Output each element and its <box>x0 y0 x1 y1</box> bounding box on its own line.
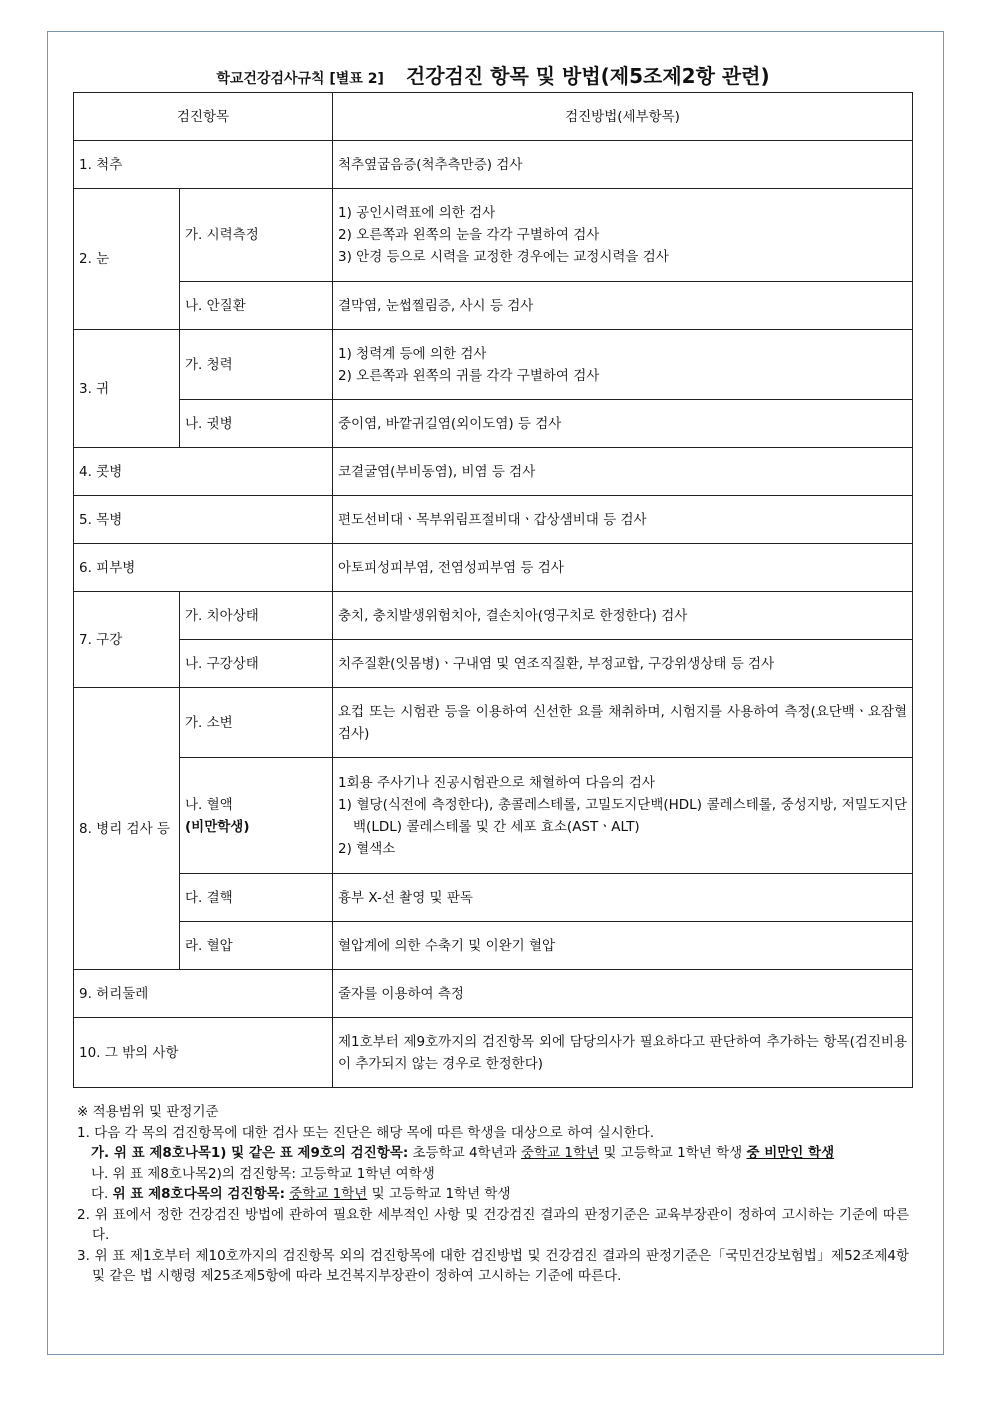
document-title <box>74 60 912 92</box>
subitem-cell: 가. 소변 <box>180 688 333 758</box>
title-prefix: 학교건강검사규칙 [별표 2] <box>216 71 384 87</box>
header-method: 검진방법(세부항목) <box>333 93 913 141</box>
table-row <box>74 496 913 544</box>
item-cell: 2. 눈 <box>74 189 180 330</box>
note-label: 위 표 제8호다목의 검진항목: <box>112 1186 285 1202</box>
table-row <box>74 141 913 189</box>
note-text: 초등학교 4학년과 <box>408 1145 521 1161</box>
method-cell: 혈압계에 의한 수축기 및 이완기 혈압 <box>333 922 913 970</box>
item-cell: 8. 병리 검사 등 <box>74 688 180 970</box>
note-text: 및 고등학교 1학년 학생 <box>599 1145 747 1161</box>
table-row <box>74 544 913 592</box>
table-row <box>74 758 913 874</box>
note-underlined: 중학교 1학년 <box>289 1186 368 1202</box>
notes-section <box>77 1102 909 1287</box>
subitem-cell <box>180 758 333 874</box>
table-row <box>74 189 913 282</box>
subitem-cell: 다. 결핵 <box>180 874 333 922</box>
subitem-cell: 나. 구강상태 <box>180 640 333 688</box>
note-item: 2. 위 표에서 정한 건강검진 방법에 관하여 필요한 세부적인 사항 및 건강검진 결과의 판정기준은 교육부장관이 정하여 고시하는 기준에 따른다. <box>77 1206 909 1243</box>
subitem-cell: 가. 청력 <box>180 330 333 400</box>
method-line: 2) 오른쪽과 왼쪽의 눈을 각각 구별하여 검사 <box>338 227 600 243</box>
method-cell: 줄자를 이용하여 측정 <box>333 970 913 1018</box>
table-row <box>74 1018 913 1088</box>
method-line: 1) 공인시력표에 의한 검사 <box>338 205 496 221</box>
subitem-cell: 가. 치아상태 <box>180 592 333 640</box>
method-line: 2) 오른쪽과 왼쪽의 귀를 각각 구별하여 검사 <box>338 367 600 384</box>
note-label: 가. 위 표 제8호나목1) 및 같은 표 제9호의 검진항목: <box>91 1145 409 1161</box>
table-row <box>74 970 913 1018</box>
method-cell <box>333 758 913 874</box>
method-line: 1회용 주사기나 진공시험관으로 채혈하여 다음의 검사 <box>338 774 655 791</box>
checkup-table <box>73 92 913 1088</box>
subitem-cell: 나. 안질환 <box>180 282 333 330</box>
method-cell: 요컵 또는 시험관 등을 이용하여 신선한 요를 채취하며, 시험지를 사용하여 측정(요단백ㆍ요잠혈 검사) <box>333 688 913 758</box>
method-cell: 중이염, 바깥귀길염(외이도염) 등 검사 <box>333 400 913 448</box>
note-subitem: 나. 위 표 제8호나목2)의 검진항목: 고등학교 1학년 여학생 <box>91 1165 435 1182</box>
note-item: 1. 다음 각 목의 검진항목에 대한 검사 또는 진단은 해당 목에 따른 학생을 대상으로 하여 실시한다. <box>77 1124 655 1141</box>
table-row <box>74 330 913 400</box>
table-row <box>74 688 913 758</box>
method-line: 1) 청력계 등에 의한 검사 <box>338 345 487 362</box>
method-cell: 편도선비대ㆍ목부위림프절비대ㆍ갑상샘비대 등 검사 <box>333 496 913 544</box>
note-underlined: 중학교 1학년 <box>520 1145 600 1161</box>
table-row <box>74 922 913 970</box>
method-cell: 제1호부터 제9호까지의 검진항목 외에 담당의사가 필요하다고 판단하여 추가하는 항목(검진비용이 추가되지 않는 경우로 한정한다) <box>333 1018 913 1088</box>
note-item: 3. 위 표 제1호부터 제10호까지의 검진항목 외의 검진항목에 대한 검진방법 및 건강검진 결과의 판정기준은「국민건강보험법」제52조제4항 및 같은 법 시행령 제25조제5항에 따라 보건복지부장관이 정하여 고시하는 기준에 따른다. <box>77 1247 909 1284</box>
subitem-label: 나. 혈액 <box>185 796 233 813</box>
subitem-note: (비만학생) <box>185 818 250 835</box>
table-row <box>74 874 913 922</box>
method-line: 1) 혈당(식전에 측정한다), 총콜레스테롤, 고밀도지단백(HDL) 콜레스테롤, 중성지방, 저밀도지단백(LDL) 콜레스테롤 및 간 세포 효소(ASTㆍALT) <box>338 796 908 835</box>
note-subitem <box>77 1184 909 1205</box>
table-row <box>74 282 913 330</box>
table-header-row <box>74 93 913 141</box>
note-text: 및 고등학교 1학년 학생 <box>367 1186 511 1202</box>
item-cell: 9. 허리둘레 <box>74 970 333 1018</box>
notes-heading: ※ 적용범위 및 판정기준 <box>77 1104 219 1120</box>
method-cell: 치주질환(잇몸병)ㆍ구내염 및 연조직질환, 부정교합, 구강위생상태 등 검사 <box>333 640 913 688</box>
method-cell: 결막염, 눈썹찔림증, 사시 등 검사 <box>333 282 913 330</box>
table-row <box>74 592 913 640</box>
item-cell: 4. 콧병 <box>74 448 333 496</box>
method-cell <box>333 189 913 282</box>
item-cell: 7. 구강 <box>74 592 180 688</box>
item-cell: 10. 그 밖의 사항 <box>74 1018 333 1088</box>
method-line: 3) 안경 등으로 시력을 교정한 경우에는 교정시력을 검사 <box>338 249 669 265</box>
title-main: 건강검진 항목 및 방법(제5조제2항 관련) <box>405 64 770 88</box>
table-row <box>74 640 913 688</box>
item-cell: 1. 척추 <box>74 141 333 189</box>
table-row <box>74 400 913 448</box>
subitem-cell: 가. 시력측정 <box>180 189 333 282</box>
subitem-cell: 나. 귓병 <box>180 400 333 448</box>
header-item: 검진항목 <box>74 93 333 141</box>
method-cell: 흉부 X-선 촬영 및 판독 <box>333 874 913 922</box>
method-cell: 아토피성피부염, 전염성피부염 등 검사 <box>333 544 913 592</box>
note-text: 다. <box>91 1186 113 1202</box>
method-line: 2) 혈색소 <box>338 840 396 857</box>
method-cell: 충치, 충치발생위험치아, 결손치아(영구치로 한정한다) 검사 <box>333 592 913 640</box>
table-row <box>74 448 913 496</box>
note-subitem <box>77 1143 909 1164</box>
item-cell: 5. 목병 <box>74 496 333 544</box>
method-cell: 척추옆굽음증(척추측만증) 검사 <box>333 141 913 189</box>
note-underlined: 중 비만인 학생 <box>746 1145 835 1161</box>
subitem-cell: 라. 혈압 <box>180 922 333 970</box>
method-cell <box>333 330 913 400</box>
item-cell: 3. 귀 <box>74 330 180 448</box>
method-cell: 코곁굴염(부비동염), 비염 등 검사 <box>333 448 913 496</box>
item-cell: 6. 피부병 <box>74 544 333 592</box>
